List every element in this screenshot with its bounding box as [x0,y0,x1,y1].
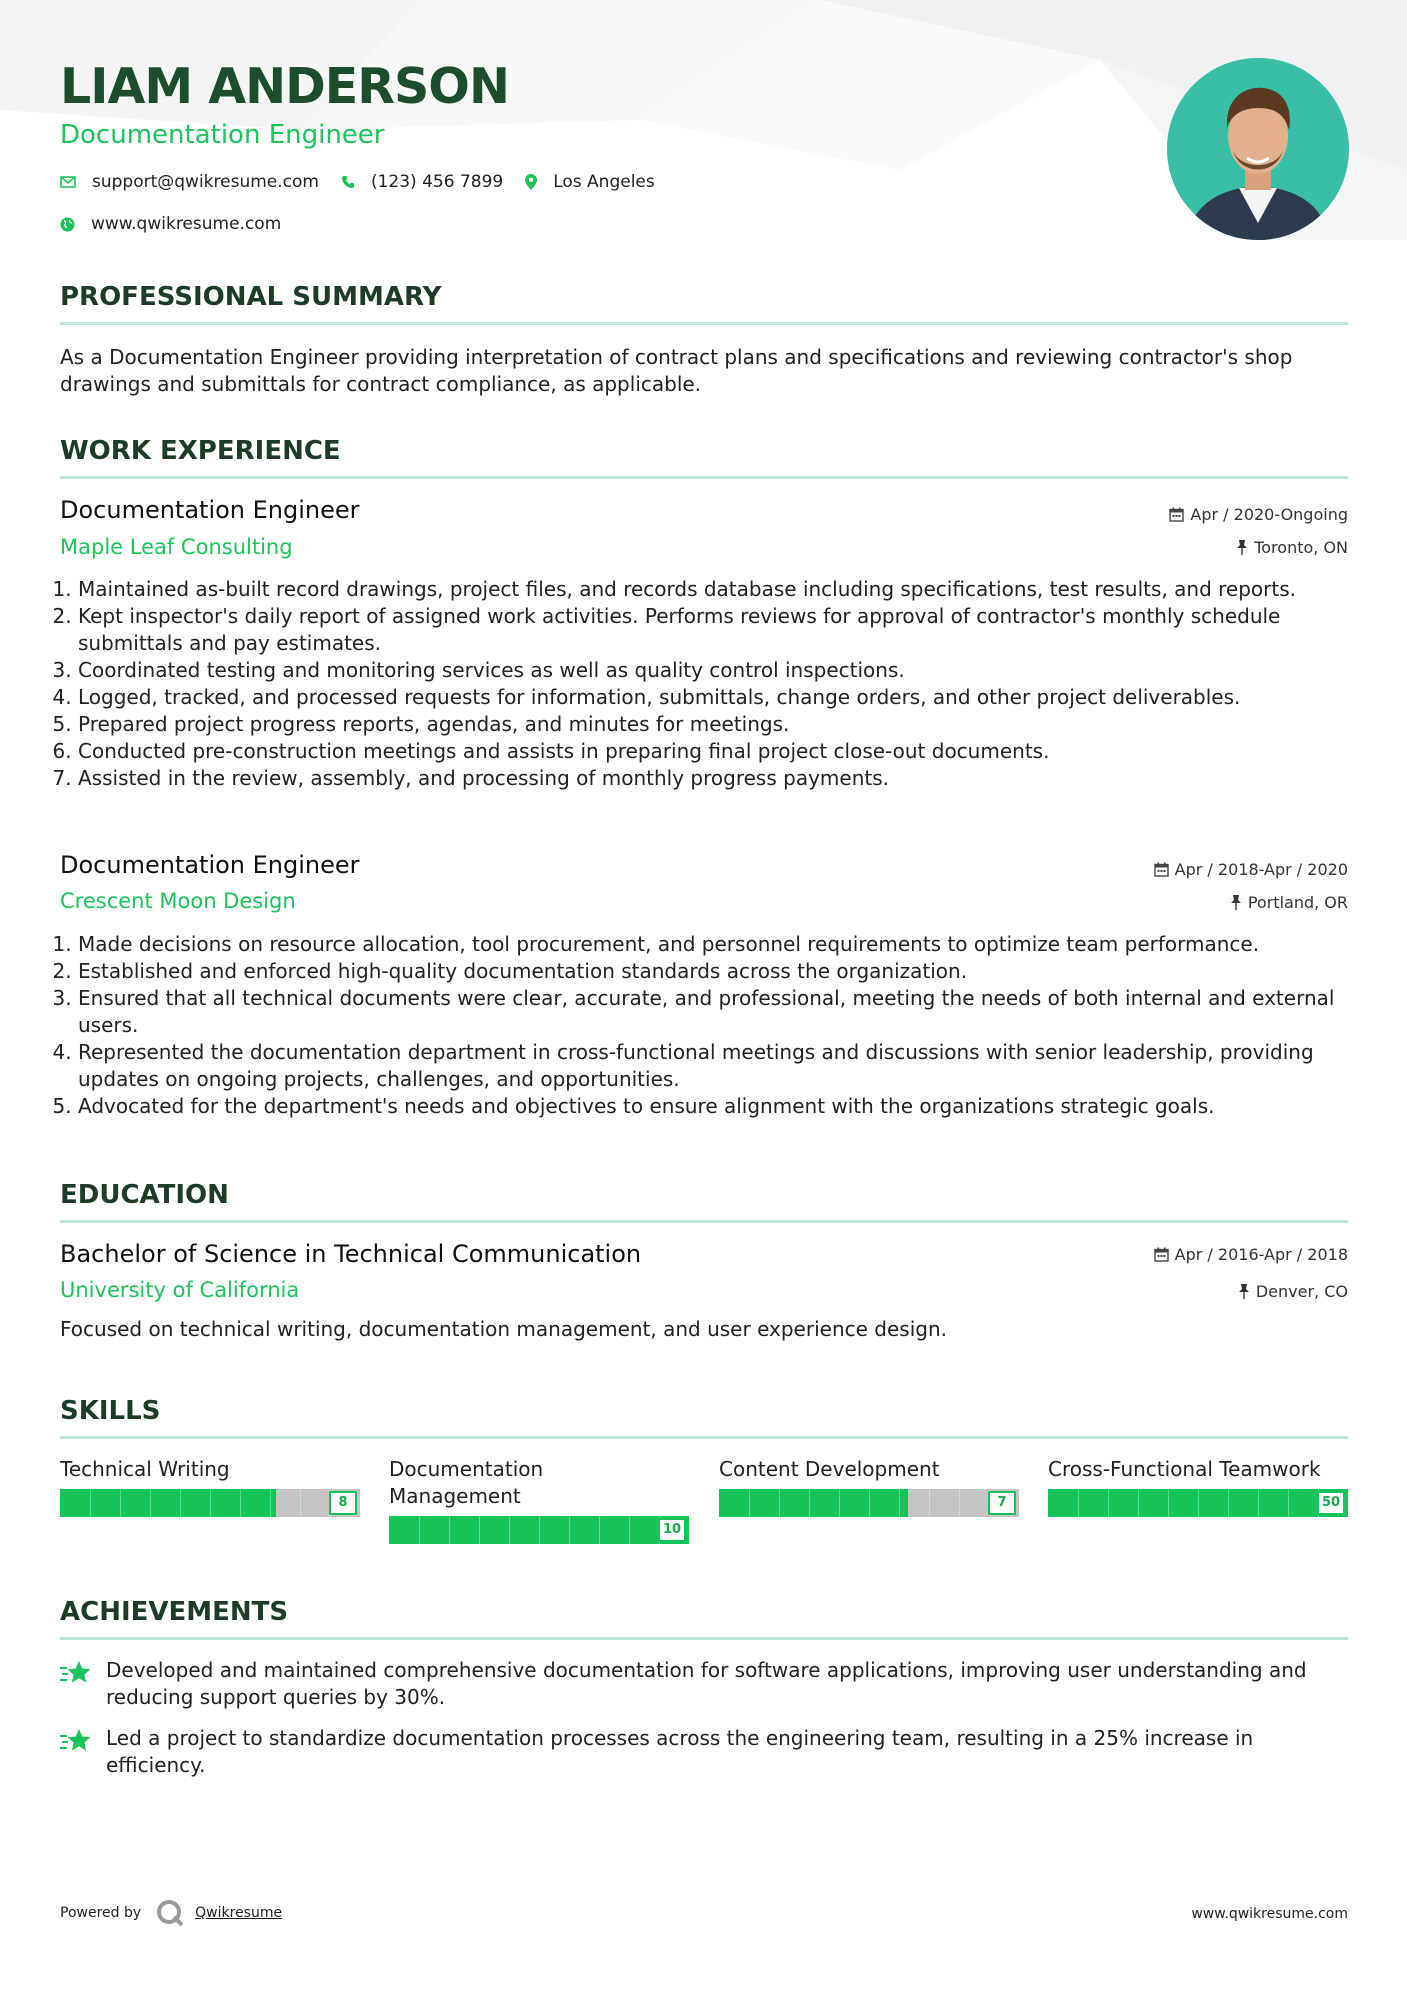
skill-bar-segment [539,1516,540,1544]
phone-text: (123) 456 7899 [370,172,504,192]
email-text: support@qwikresume.com [92,172,319,192]
skill-bar-segment [569,1516,570,1544]
education-dates-text: Apr / 2016-Apr / 2018 [1174,1245,1348,1264]
job-dates-text: Apr / 2020-Ongoing [1190,505,1348,524]
candidate-name: LIAM ANDERSON [60,58,509,115]
location-item [525,172,655,192]
skill-bar [1048,1489,1348,1517]
skill-name: Cross-Functional Teamwork [1048,1457,1321,1481]
email-item[interactable] [60,172,319,192]
pushpin-icon [1238,1284,1250,1299]
map-pin-icon [525,174,537,190]
calendar-icon [1154,1247,1169,1262]
skill-bar-segment [1288,1489,1289,1517]
contact-row-1 [60,172,677,192]
email-icon [60,176,76,188]
company-name: Crescent Moon Design [60,889,296,913]
qwikresume-link[interactable]: Qwikresume [195,1905,283,1921]
contact-row-2 [60,214,303,234]
calendar-icon [1154,862,1169,877]
skill-bar-fill [719,1489,908,1517]
star-award-icon [60,1727,92,1755]
skill-bar-segment [629,1516,630,1544]
footer-powered-by [60,1898,282,1928]
candidate-photo [1167,58,1349,240]
company-name: Maple Leaf Consulting [60,535,293,559]
skill-bar-segment [809,1489,810,1517]
globe-icon [60,217,75,232]
star-award-icon [60,1659,92,1687]
section-title-skills: SKILLS [60,1396,161,1426]
job-responsibilities [60,576,1348,792]
skill-bar-segment [1198,1489,1199,1517]
skill-bar-segment [210,1489,211,1517]
section-title-education: EDUCATION [60,1180,229,1210]
skill-bar-segment [1108,1489,1109,1517]
skill-bar-segment [839,1489,840,1517]
website-item[interactable] [60,214,281,234]
skill-bar-segment [120,1489,121,1517]
achievement-text: Led a project to standardize documentation processes across the engineering team, resulting in a 25% increase in efficiency. [106,1726,1254,1777]
list-item: 2. Established and enforced high-quality documentation standards across the organization. [78,958,1348,985]
job-location [1230,893,1348,912]
list-item: 4. Represented the documentation department in cross-functional meetings and discussions with senior leadership, providing updates on ongoing projects, challenges, and opportunities. [78,1039,1348,1093]
calendar-icon [1169,507,1184,522]
achievement-item [60,1725,1348,1779]
school-name: University of California [60,1278,300,1302]
list-item: 6. Conducted pre-construction meetings and assists in preparing final project close-out documents. [78,738,1348,765]
skill-bar-segment [959,1489,960,1517]
degree-title: Bachelor of Science in Technical Communication [60,1240,642,1268]
skill-bar-segment [240,1489,241,1517]
section-title-achievements: ACHIEVEMENTS [60,1597,289,1627]
skill-name: Technical Writing [60,1457,230,1481]
job-dates [1154,860,1348,879]
footer-website[interactable]: www.qwikresume.com [1191,1906,1348,1922]
skill-name: Documentation Management [389,1457,544,1508]
skill-bar-segment [1078,1489,1079,1517]
skill-bar-segment [90,1489,91,1517]
job-title: Documentation Engineer [60,851,360,879]
skill-item [389,1456,689,1544]
skill-bar-segment [180,1489,181,1517]
summary-text: As a Documentation Engineer providing interpretation of contract plans and specifications and reviewing contractor's shop drawings and submittals for contract compliance, as applicable. [60,345,1293,396]
list-item: 2. Kept inspector's daily report of assigned work activities. Performs reviews for approval of contractor's monthly schedule submittals and pay estimates. [78,603,1348,657]
skill-bar [719,1489,1019,1517]
section-divider [60,1220,1348,1223]
job-location-text: Portland, OR [1247,893,1348,912]
skill-level-badge: 10 [658,1518,686,1542]
skill-bar-fill [60,1489,276,1517]
skill-bar-segment [1138,1489,1139,1517]
skill-bar [389,1516,689,1544]
list-item: 3. Ensured that all technical documents were clear, accurate, and professional, meeting the needs of both internal and external users. [78,985,1348,1039]
skill-bar-segment [300,1489,301,1517]
skill-bar-segment [479,1516,480,1544]
job-location-text: Toronto, ON [1254,538,1348,557]
skill-bar-segment [599,1516,600,1544]
section-title-summary: PROFESSIONAL SUMMARY [60,282,442,312]
section-divider [60,1637,1348,1640]
skill-bar-segment [749,1489,750,1517]
pushpin-icon [1230,895,1242,910]
achievement-text: Developed and maintained comprehensive documentation for software applications, improving user understanding and reducing support queries by 30%. [106,1658,1307,1709]
job-location [1236,538,1348,557]
skill-bar-segment [270,1489,271,1517]
location-text: Los Angeles [553,172,655,192]
skill-bar-segment [449,1516,450,1544]
job-title: Documentation Engineer [60,496,360,524]
skill-bar-segment [1228,1489,1229,1517]
list-item: 5. Prepared project progress reports, agendas, and minutes for meetings. [78,711,1348,738]
list-item: 4. Logged, tracked, and processed requests for information, submittals, change orders, and other project deliverables. [78,684,1348,711]
section-divider [60,1436,1348,1439]
skill-bar-segment [1258,1489,1259,1517]
skill-name: Content Development [719,1457,940,1481]
skill-bar-segment [929,1489,930,1517]
job-responsibilities [60,931,1348,1120]
skill-bar-segment [150,1489,151,1517]
list-item: 5. Advocated for the department's needs and objectives to ensure alignment with the organizations strategic goals. [78,1093,1348,1120]
skill-item [719,1456,1019,1517]
skill-level-badge: 7 [988,1491,1016,1515]
list-item: 1. Made decisions on resource allocation, tool procurement, and personnel requirements to optimize team performance. [78,931,1348,958]
phone-item[interactable] [341,172,503,192]
powered-by-label: Powered by [60,1905,142,1921]
skill-bar [60,1489,360,1517]
section-divider [60,322,1348,325]
skill-bar-segment [779,1489,780,1517]
list-item: 7. Assisted in the review, assembly, and processing of monthly progress payments. [78,765,1348,792]
section-divider [60,476,1348,479]
avatar [1167,58,1349,240]
website-text: www.qwikresume.com [91,214,282,234]
skill-level-badge: 50 [1317,1491,1345,1515]
skill-bar-segment [509,1516,510,1544]
phone-icon [341,175,355,189]
section-title-experience: WORK EXPERIENCE [60,436,341,466]
skill-bar-segment [419,1516,420,1544]
skill-bar-segment [899,1489,900,1517]
list-item: 3. Coordinated testing and monitoring services as well as quality control inspections. [78,657,1348,684]
education-location-text: Denver, CO [1255,1282,1348,1301]
qwikresume-logo-icon [155,1898,185,1928]
skill-item [60,1456,360,1517]
job-dates-text: Apr / 2018-Apr / 2020 [1174,860,1348,879]
skill-bar-segment [869,1489,870,1517]
education-location [1238,1282,1348,1301]
education-description: Focused on technical writing, documentation management, and user experience design. [60,1317,947,1341]
skill-level-badge: 8 [329,1491,357,1515]
education-dates [1154,1245,1348,1264]
achievement-item [60,1657,1348,1711]
pushpin-icon [1236,540,1248,555]
list-item: 1. Maintained as-built record drawings, project files, and records database including specifications, test results, and reports. [78,576,1348,603]
skill-bar-segment [1168,1489,1169,1517]
skill-item [1048,1456,1348,1517]
job-dates [1169,505,1348,524]
candidate-role: Documentation Engineer [60,120,385,150]
